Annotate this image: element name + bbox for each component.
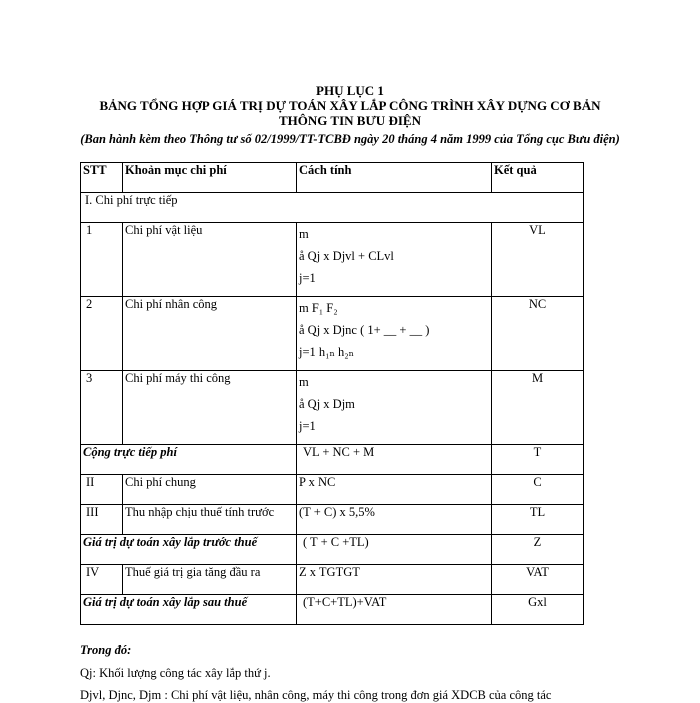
header-item: Khoản mục chi phí xyxy=(123,163,297,193)
pre-tax-result: Z xyxy=(492,535,584,565)
row-formula: (T + C) x 5,5% xyxy=(297,505,492,535)
row-result: M xyxy=(492,371,584,445)
row-item: Thu nhập chịu thuế tính trước xyxy=(123,505,297,535)
table-title: BẢNG TỔNG HỢP GIÁ TRỊ DỰ TOÁN XÂY LẮP CÔNG TRÌNH XÂY DỰNG CƠ BẢN xyxy=(99,98,601,113)
cost-summary-table xyxy=(80,162,584,625)
pre-tax-label: Giá trị dự toán xây lắp trước thuế xyxy=(81,535,297,565)
header-formula: Cách tính xyxy=(297,163,492,193)
row-formula xyxy=(297,297,492,371)
header-result: Kết quả xyxy=(492,163,584,193)
row-stt: 2 xyxy=(81,297,123,371)
formula-line: å Qj x Djm xyxy=(299,397,355,411)
formula-line: m F₁ F₂ xyxy=(299,301,338,315)
row-formula: P x NC xyxy=(297,475,492,505)
row-stt: IV xyxy=(81,565,123,595)
formula-line: j=1 h₁ₙ h₂ₙ xyxy=(299,345,355,359)
table-row xyxy=(81,297,584,371)
notes-line: Djvl, Djnc, Djm : Chi phí vật liệu, nhân công, máy thi công trong đơn giá XDCB của công tác xyxy=(80,688,552,702)
post-tax-row xyxy=(81,595,584,625)
table-row xyxy=(81,475,584,505)
table-row xyxy=(81,223,584,297)
row-result: TL xyxy=(492,505,584,535)
row-stt: III xyxy=(81,505,123,535)
row-item: Chi phí máy thi công xyxy=(123,371,297,445)
post-tax-formula: (T+C+TL)+VAT xyxy=(297,595,492,625)
row-formula: Z x TGTGT xyxy=(297,565,492,595)
formula-line: å Qj x Djnc ( 1+ __ + __ ) xyxy=(299,323,430,337)
table-row xyxy=(81,505,584,535)
row-formula xyxy=(297,223,492,297)
row-formula xyxy=(297,371,492,445)
row-result: VAT xyxy=(492,565,584,595)
section-label: I. Chi phí trực tiếp xyxy=(81,193,584,223)
direct-total-result: T xyxy=(492,445,584,475)
row-stt: 3 xyxy=(81,371,123,445)
notes-line: Qj: Khối lượng công tác xây lắp thứ j. xyxy=(80,666,271,680)
row-item: Thuế giá trị gia tăng đầu ra xyxy=(123,565,297,595)
formula-line: j=1 xyxy=(299,419,316,433)
formula-line: m xyxy=(299,227,309,241)
direct-total-formula: VL + NC + M xyxy=(297,445,492,475)
row-stt: II xyxy=(81,475,123,505)
direct-total-row xyxy=(81,445,584,475)
row-item: Chi phí chung xyxy=(123,475,297,505)
formula-line: å Qj x Djvl + CLvl xyxy=(299,249,394,263)
pre-tax-formula: ( T + C +TL) xyxy=(297,535,492,565)
direct-total-label: Cộng trực tiếp phí xyxy=(81,445,297,475)
post-tax-result: Gxl xyxy=(492,595,584,625)
formula-line: m xyxy=(299,375,309,389)
table-header-row xyxy=(81,163,584,193)
table-title-line2: THÔNG TIN BƯU ĐIỆN xyxy=(279,113,421,128)
appendix-title: PHỤ LỤC 1 xyxy=(316,83,384,98)
row-result: NC xyxy=(492,297,584,371)
table-row xyxy=(81,371,584,445)
issuance-note: (Ban hành kèm theo Thông tư số 02/1999/TT-TCBĐ ngày 20 tháng 4 năm 1999 của Tổng cục Bưu điện) xyxy=(80,132,620,146)
notes-heading: Trong đó: xyxy=(80,643,132,657)
header-stt: STT xyxy=(81,163,123,193)
row-result: C xyxy=(492,475,584,505)
vat-row xyxy=(81,565,584,595)
row-stt: 1 xyxy=(81,223,123,297)
section-row xyxy=(81,193,584,223)
row-result: VL xyxy=(492,223,584,297)
pre-tax-row xyxy=(81,535,584,565)
row-item: Chi phí vật liệu xyxy=(123,223,297,297)
post-tax-label: Giá trị dự toán xây lắp sau thuế xyxy=(81,595,297,625)
row-item: Chi phí nhân công xyxy=(123,297,297,371)
formula-line: j=1 xyxy=(299,271,316,285)
